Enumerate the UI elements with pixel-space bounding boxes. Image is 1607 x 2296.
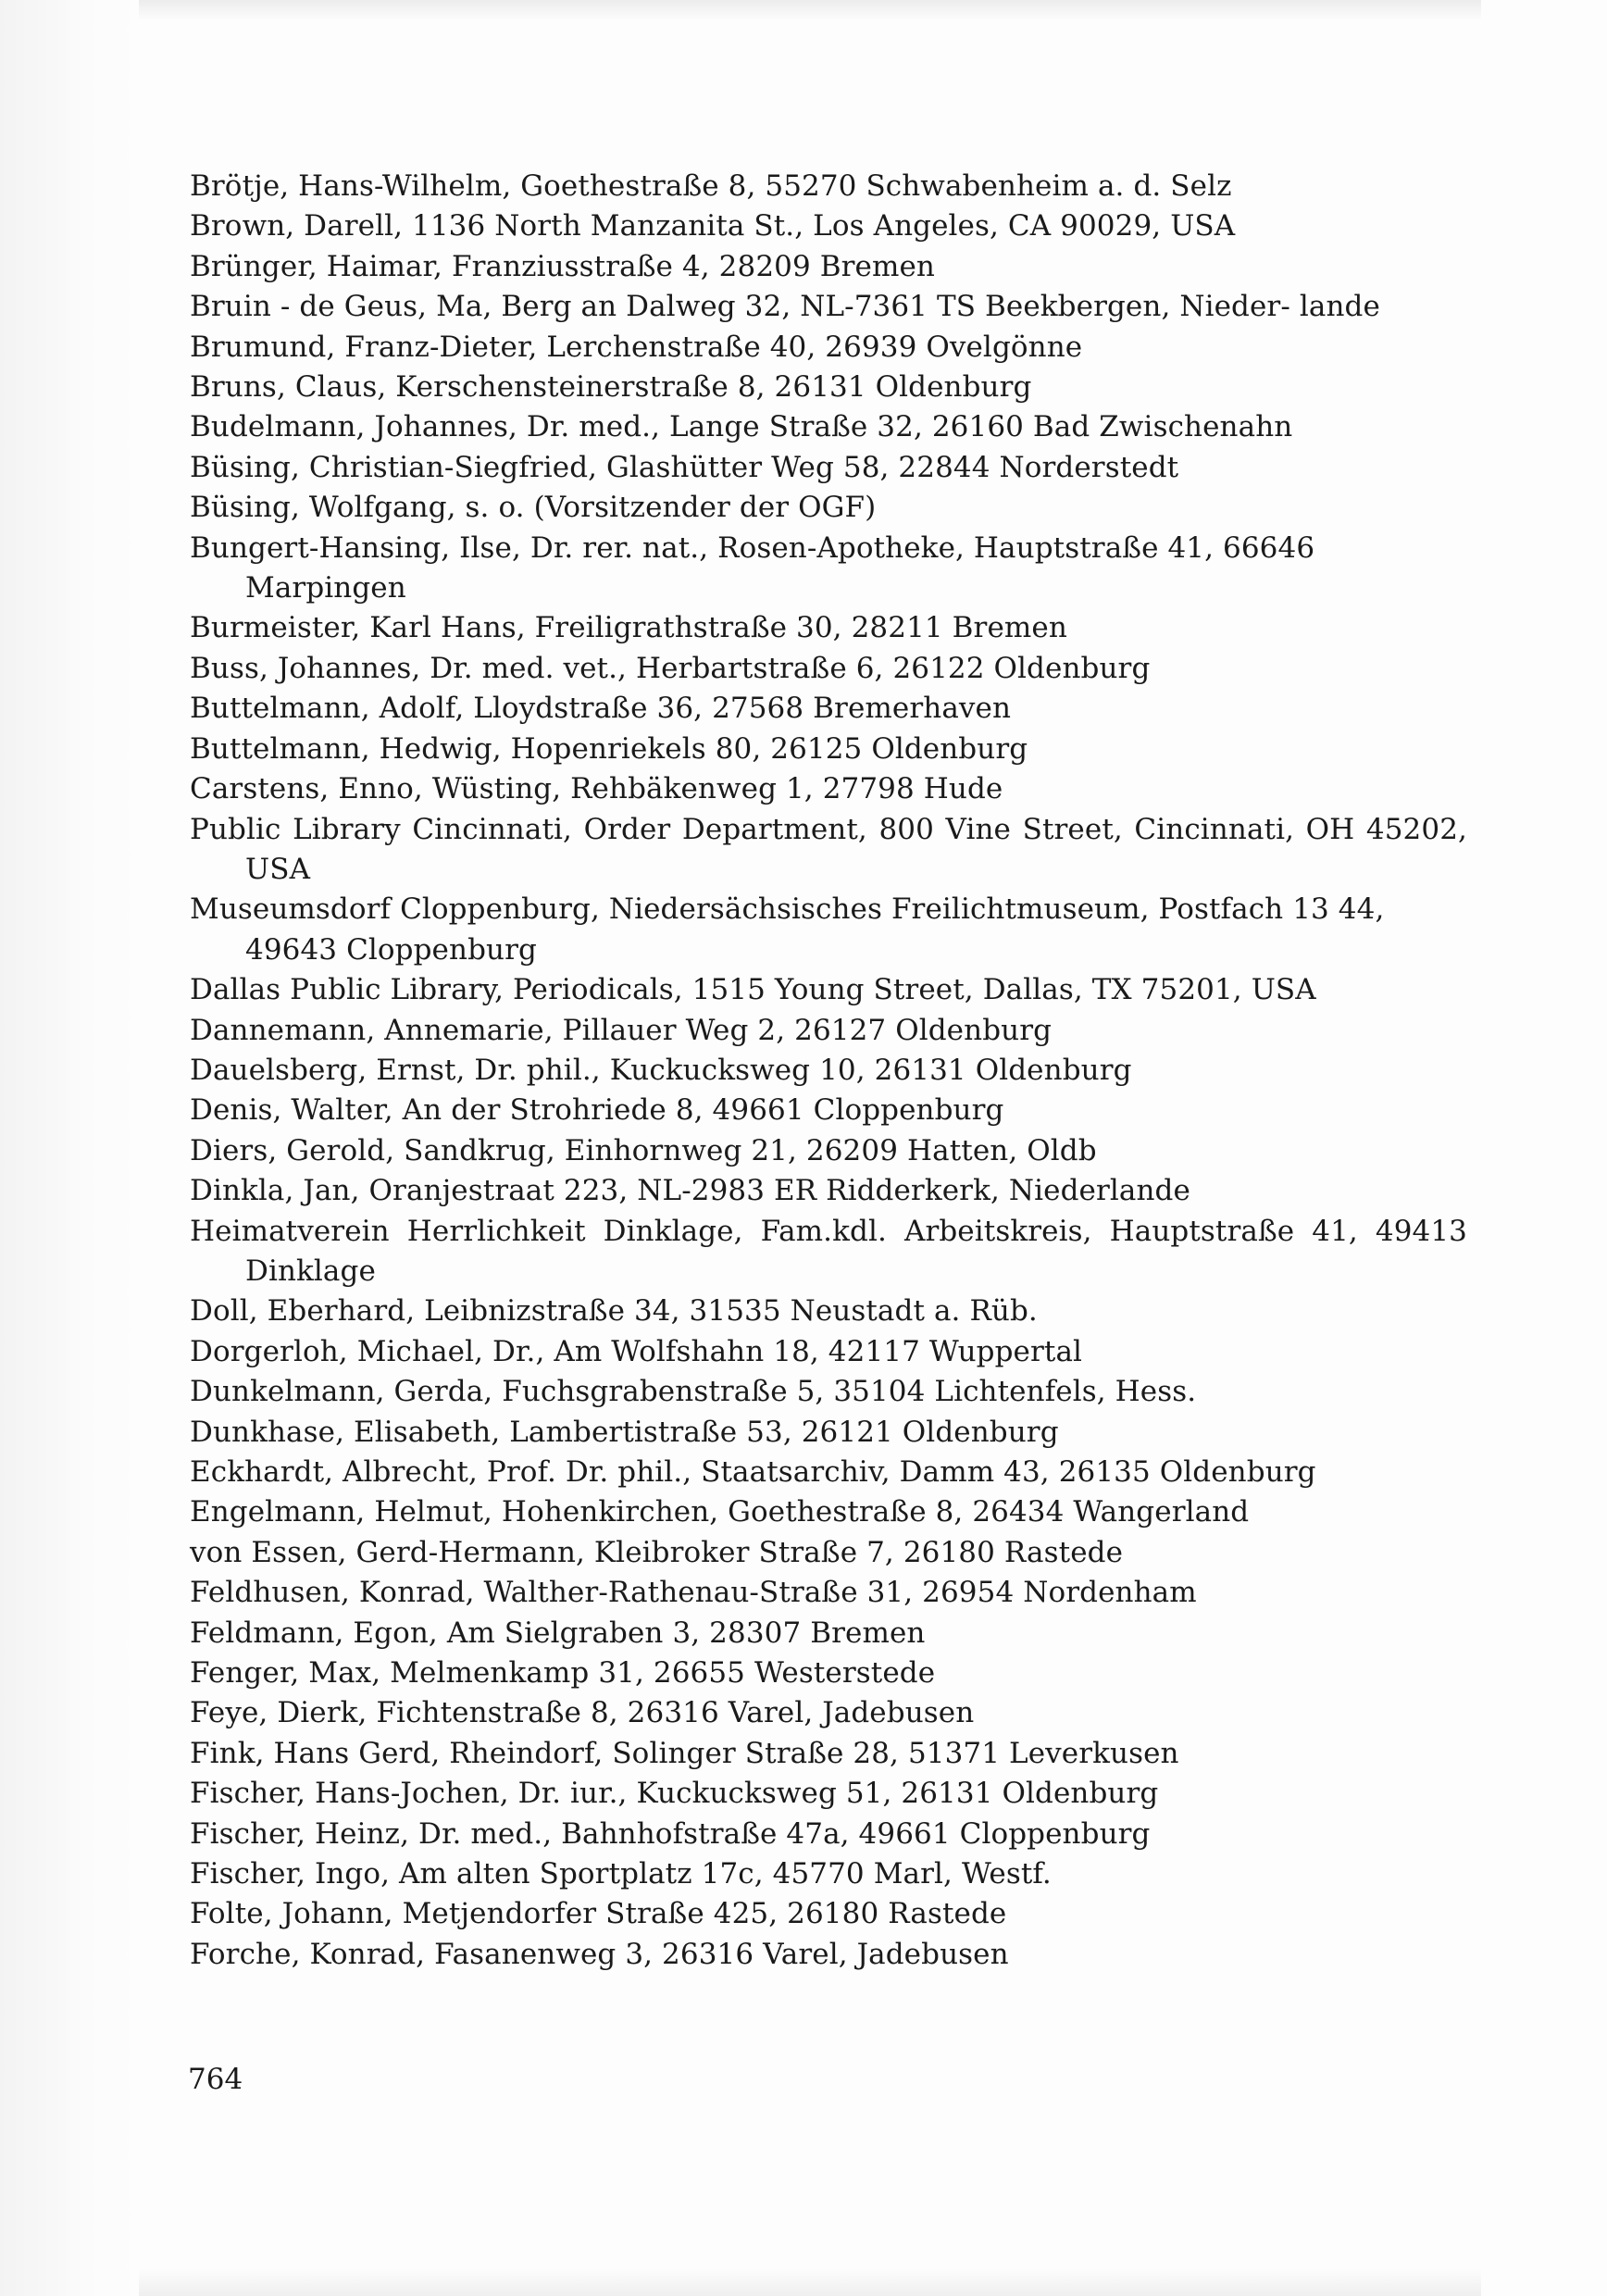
scan-shadow-top <box>139 0 1481 20</box>
address-entry: Budelmann, Johannes, Dr. med., Lange Straße 32, 26160 Bad Zwischenahn <box>190 410 1293 444</box>
address-entry: Fischer, Heinz, Dr. med., Bahnhofstraße 47a, 49661 Cloppenburg <box>190 1816 1151 1851</box>
address-entry: Folte, Johann, Metjendorfer Straße 425, 26180 Rastede <box>190 1897 1007 1931</box>
address-entry: Büsing, Christian-Siegfried, Glashütter Weg 58, 22844 Norderstedt <box>190 450 1179 484</box>
address-entry: Public Library Cincinnati, Order Department, 800 Vine Street, Cincinnati, OH 45202, USA <box>190 812 1467 886</box>
address-entry: Dorgerloh, Michael, Dr., Am Wolfshahn 18, 42117 Wuppertal <box>190 1334 1083 1368</box>
address-entry: Fenger, Max, Melmenkamp 31, 26655 Westerstede <box>190 1656 936 1691</box>
address-entry: Feldhusen, Konrad, Walther-Rathenau-Straße 31, 26954 Nordenham <box>190 1576 1197 1610</box>
address-entry: Brötje, Hans-Wilhelm, Goethestraße 8, 55270 Schwabenheim a. d. Selz <box>190 169 1232 203</box>
address-entry: Brumund, Franz-Dieter, Lerchenstraße 40, 26939 Ovelgönne <box>190 330 1083 364</box>
address-entry: Engelmann, Helmut, Hohenkirchen, Goethestraße 8, 26434 Wangerland <box>190 1495 1250 1529</box>
address-entry: Fischer, Ingo, Am alten Sportplatz 17c, 45770 Marl, Westf. <box>190 1857 1052 1891</box>
address-entry: Bruin - de Geus, Ma, Berg an Dalweg 32, NL-7361 TS Beekbergen, Nieder- lande <box>190 290 1380 324</box>
address-entry: Denis, Walter, An der Strohriede 8, 49661 Cloppenburg <box>190 1093 1004 1128</box>
address-entry: Buss, Johannes, Dr. med. vet., Herbartstraße 6, 26122 Oldenburg <box>190 651 1151 685</box>
address-entry: Buttelmann, Hedwig, Hopenriekels 80, 26125 Oldenburg <box>190 731 1028 766</box>
address-entry: Bruns, Claus, Kerschensteinerstraße 8, 26131 Oldenburg <box>190 370 1032 405</box>
page-number: 764 <box>188 2063 243 2096</box>
address-entry: Dannemann, Annemarie, Pillauer Weg 2, 26127 Oldenburg <box>190 1013 1053 1047</box>
address-entry: Diers, Gerold, Sandkrug, Einhornweg 21, 26209 Hatten, Oldb <box>190 1133 1097 1167</box>
address-entry: Carstens, Enno, Wüsting, Rehbäkenweg 1, 27798 Hude <box>190 772 1003 806</box>
address-entry: Dunkelmann, Gerda, Fuchsgrabenstraße 5, 35104 Lichtenfels, Hess. <box>190 1375 1197 1409</box>
address-entry: Heimatverein Herrlichkeit Dinklage, Fam.kdl. Arbeitskreis, Hauptstraße 41, 49413 Dinklage <box>190 1214 1467 1288</box>
address-entry: Dinkla, Jan, Oranjestraat 223, NL-2983 ER Ridderkerk, Niederlande <box>190 1174 1190 1208</box>
address-entry: Fink, Hans Gerd, Rheindorf, Solinger Straße 28, 51371 Leverkusen <box>190 1736 1179 1770</box>
address-entry: Dallas Public Library, Periodicals, 1515 Young Street, Dallas, TX 75201, USA <box>190 973 1316 1007</box>
scan-shadow-bottom <box>139 2268 1481 2296</box>
address-entry: Brown, Darell, 1136 North Manzanita St., Los Angeles, CA 90029, USA <box>190 209 1236 243</box>
address-entry: Museumsdorf Cloppenburg, Niedersächsisches Freilichtmuseum, Postfach 13 44, 49643 Cloppenburg <box>190 892 1385 967</box>
address-entry: Buttelmann, Adolf, Lloydstraße 36, 27568 Bremerhaven <box>190 692 1012 726</box>
address-entry: Brünger, Haimar, Franziusstraße 4, 28209 Bremen <box>190 249 935 283</box>
address-entry: Forche, Konrad, Fasanenweg 3, 26316 Varel, Jadebusen <box>190 1937 1009 1971</box>
address-entry: Feye, Dierk, Fichtenstraße 8, 26316 Varel, Jadebusen <box>190 1696 975 1730</box>
address-entry: Dunkhase, Elisabeth, Lambertistraße 53, 26121 Oldenburg <box>190 1415 1059 1449</box>
member-address-list <box>190 167 1467 1975</box>
address-entry: Burmeister, Karl Hans, Freiligrathstraße 30, 28211 Bremen <box>190 611 1067 645</box>
address-entry: Fischer, Hans-Jochen, Dr. iur., Kuckucksweg 51, 26131 Oldenburg <box>190 1777 1159 1811</box>
scan-shadow-left <box>0 0 139 2296</box>
address-entry: Doll, Eberhard, Leibnizstraße 34, 31535 Neustadt a. Rüb. <box>190 1294 1038 1329</box>
address-entry: Büsing, Wolfgang, s. o. (Vorsitzender der OGF) <box>190 491 877 525</box>
address-entry: Feldmann, Egon, Am Sielgraben 3, 28307 Bremen <box>190 1616 926 1650</box>
address-entry: Bungert-Hansing, Ilse, Dr. rer. nat., Rosen-Apotheke, Hauptstraße 41, 66646 Marpingen <box>190 530 1315 605</box>
address-entry: Dauelsberg, Ernst, Dr. phil., Kuckucksweg 10, 26131 Oldenburg <box>190 1053 1132 1087</box>
address-entry: Eckhardt, Albrecht, Prof. Dr. phil., Staatsarchiv, Damm 43, 26135 Oldenburg <box>190 1455 1316 1489</box>
address-entry: von Essen, Gerd-Hermann, Kleibroker Straße 7, 26180 Rastede <box>190 1535 1124 1569</box>
